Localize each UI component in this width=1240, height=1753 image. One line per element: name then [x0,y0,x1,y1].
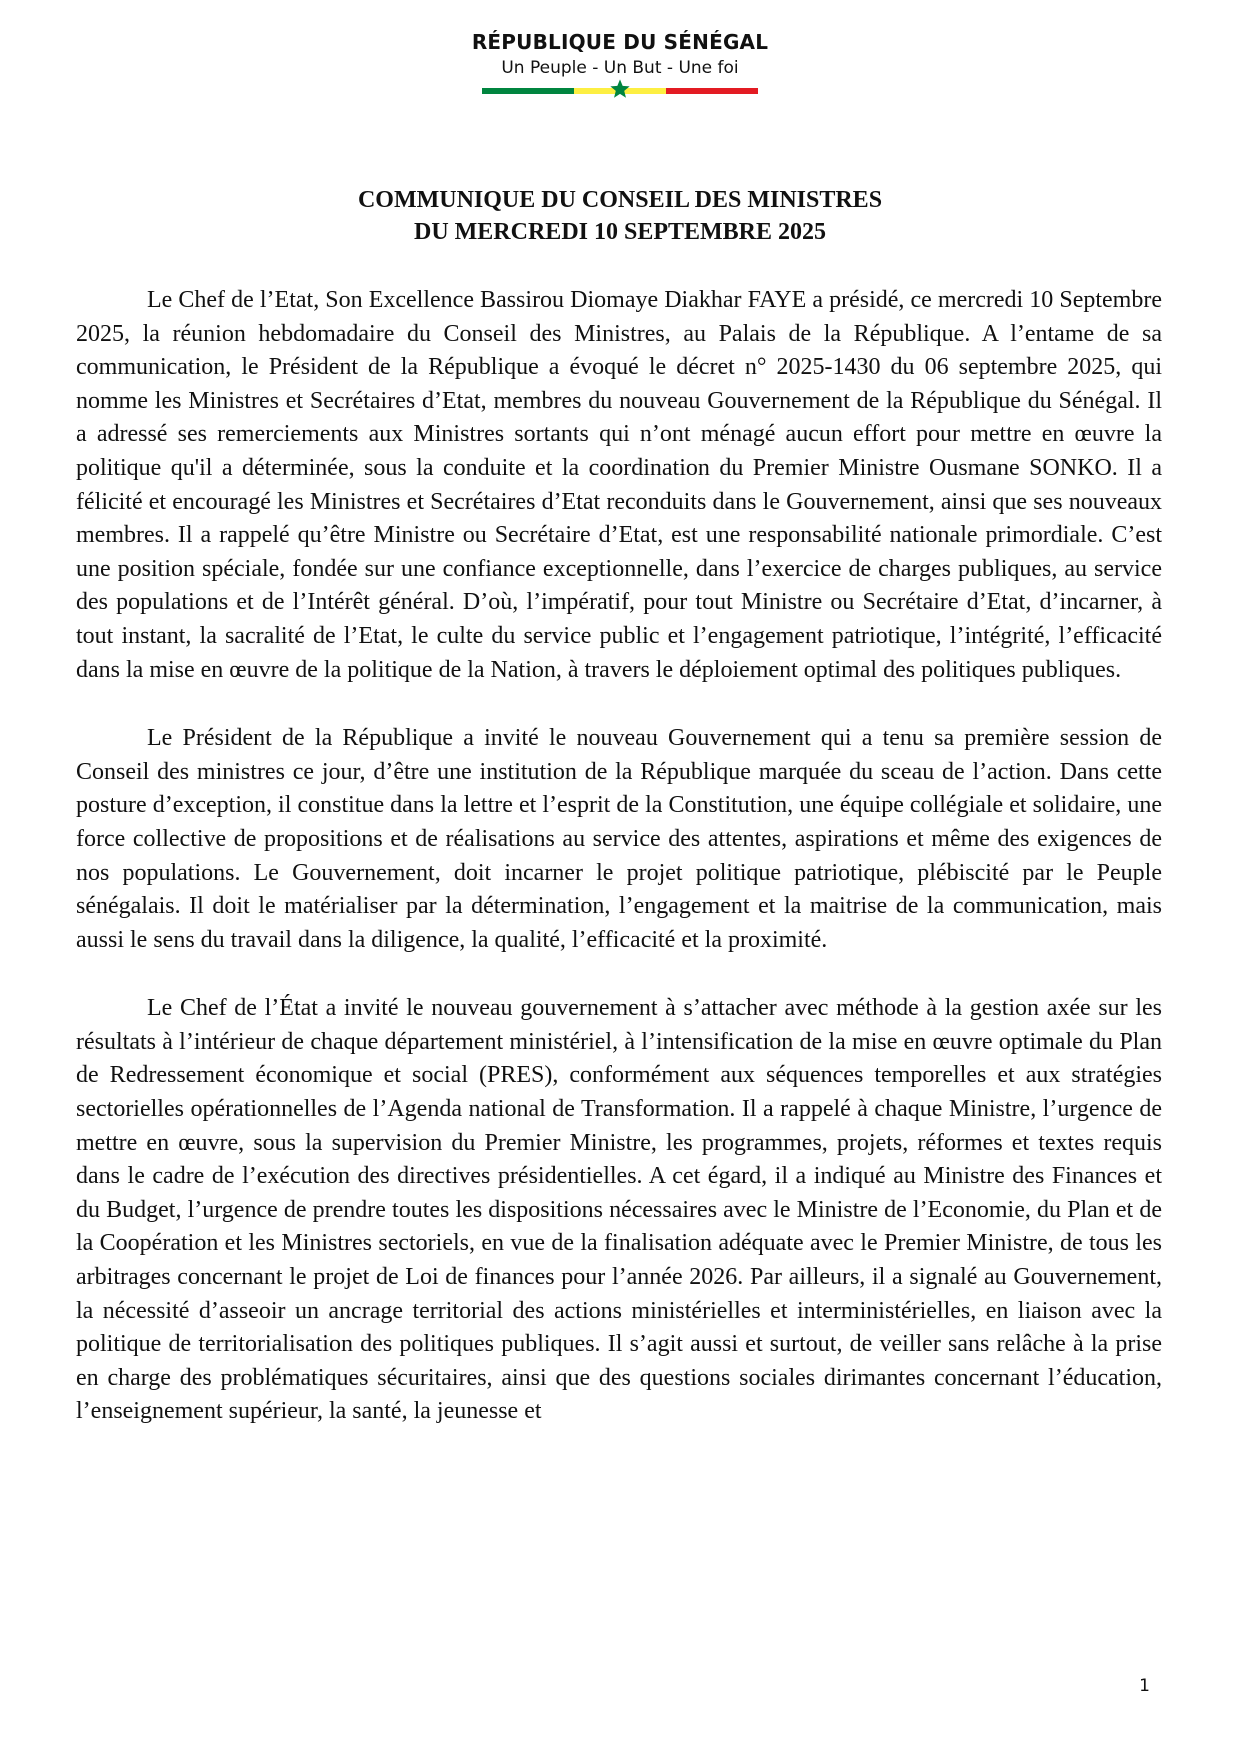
paragraph-2: Le Président de la République a invité le nouveau Gouvernement qui a tenu sa première session de Conseil des ministres ce jour, d’être une institution de la République marquée du sceau de l’action. Dans cette posture d’exception, il constitue dans la lettre et l’esprit de la Constitution, une équipe collégiale et solidaire, une force collective de propositions et de réalisations au service des attentes, aspirations et même des exigences de nos populations. Le Gouvernement, doit incarner le projet politique patriotique, plébiscité par le Peuple sénégalais. Il doit le matérialiser par la détermination, l’engagement et la maitrise de la communication, mais aussi le sens du travail dans la diligence, la qualité, l’efficacité et la proximité. [76,725,1162,953]
title-line-1: COMMUNIQUE DU CONSEIL DES MINISTRES [357,187,883,213]
communique-body [76,284,1162,1464]
paragraph-3: Le Chef de l’État a invité le nouveau gouvernement à s’attacher avec méthode à la gestion axée sur les résultats à l’intérieur de chaque département ministériel, à l’intensification de la mise en œuvre optimale du Plan de Redressement économique et social (PRES), conformément aux séquences temporelles et aux stratégies sectorielles opérationnelles de l’Agenda national de Transformation. Il a rappelé à chaque Ministre, l’urgence de mettre en œuvre, sous la supervision du Premier Ministre, les programmes, projets, réformes et textes requis dans le cadre de l’exécution des directives présidentielles. A cet égard, il a indiqué au Ministre des Finances et du Budget, l’urgence de prendre toutes les dispositions nécessaires avec le Ministre de l’Economie, du Plan et de la Coopération et les Ministres sectoriels, en vue de la finalisation adéquate avec le Premier Ministre, de tous les arbitrages concernant le projet de Loi de finances pour l’année 2026. Par ailleurs, il a signalé au Gouvernement, la nécessité d’asseoir un ancrage territorial des actions ministérielles et interministérielles, en liaison avec la politique de territorialisation des politiques publiques. Il s’agit aussi et surtout, de veiller sans relâche à la prise en charge des problématiques sécuritaires, ainsi que des questions sociales dirimantes concernant l’éducation, l’enseignement supérieur, la santé, la jeunesse et [76,995,1162,1425]
republic-title: RÉPUBLIQUE DU SÉNÉGAL [471,30,769,54]
national-motto: Un Peuple - Un But - Une foi [501,58,739,78]
title-line-2: DU MERCREDI 10 SEPTEMBRE 2025 [413,219,827,245]
flag-band-red [666,88,758,94]
flag-band-green [482,88,574,94]
paragraph-1: Le Chef de l’Etat, Son Excellence Bassirou Diomaye Diakhar FAYE a présidé, ce mercredi 10 Septembre 2025, la réunion hebdomadaire du Conseil des Ministres, au Palais de la République. A l’entame de sa communication, le Président de la République a évoqué le décret n° 2025-1430 du 06 septembre 2025, qui nomme les Ministres et Secrétaires d’Etat, membres du nouveau Gouvernement de la République du Sénégal. Il a adressé ses remerciements aux Ministres sortants qui n’ont ménagé aucun effort pour mettre en œuvre la politique qu'il a déterminée, sous la conduite et la coordination du Premier Ministre Ousmane SONKO. Il a félicité et encouragé les Ministres et Secrétaires d’Etat reconduits dans le Gouvernement, ainsi que ses nouveaux membres. Il a rappelé qu’être Ministre ou Secrétaire d’Etat, est une responsabilité nationale primordiale. C’est une position spéciale, fondée sur une confiance exceptionnelle, dans l’exercice de charges publiques, au service des populations et de l’Intérêt général. D’où, l’impératif, pour tout Ministre ou Secrétaire d’Etat, d’incarner, à tout instant, la sacralité de l’Etat, le culte du service public et l’engagement patriotique, l’intégrité, l’efficacité dans la mise en œuvre de la politique de la Nation, à travers le déploiement optimal des politiques publiques. [76,287,1162,683]
flag-bar [482,88,758,94]
star-icon [609,78,631,100]
letterhead [0,30,1240,94]
communique-title [0,184,1240,248]
page-number: 1 [1139,1676,1150,1696]
